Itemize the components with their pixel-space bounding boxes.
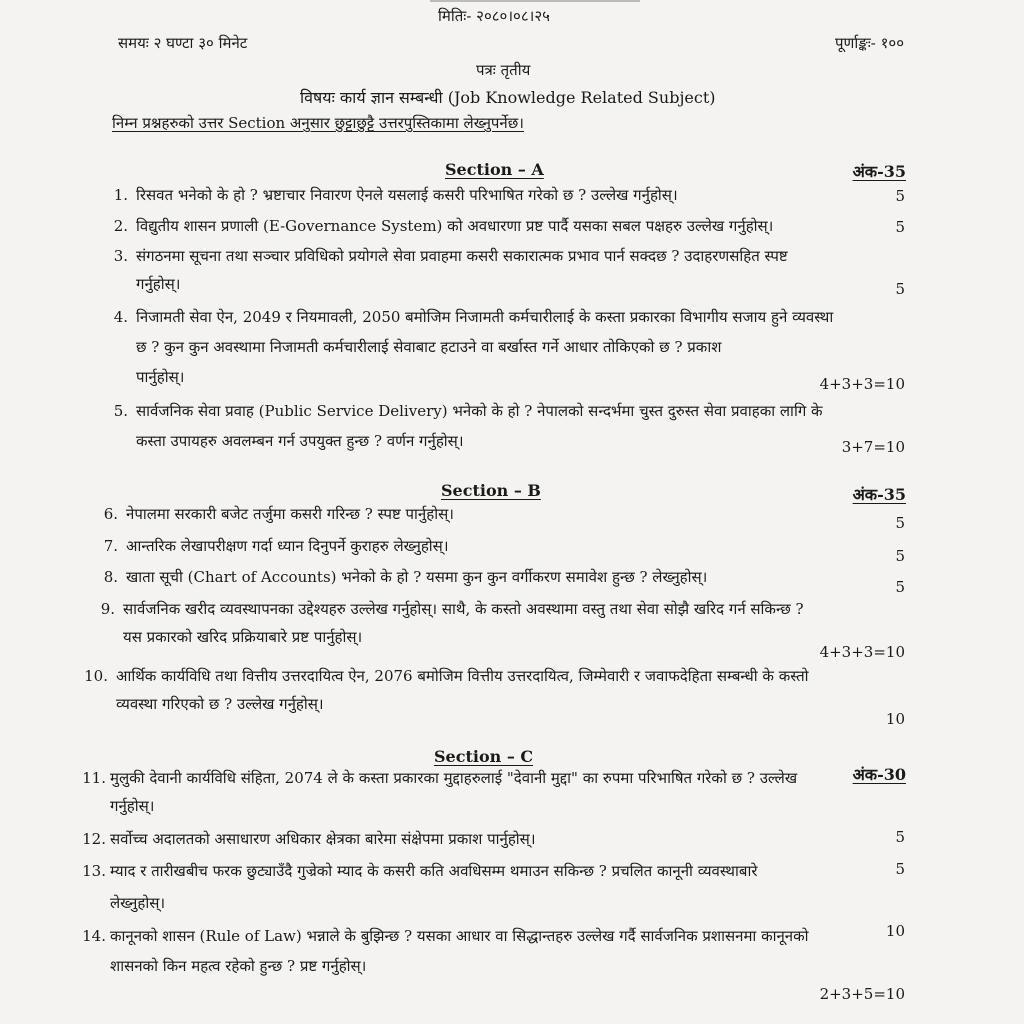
section-a-title: Section – A xyxy=(445,160,544,179)
question-14-marks: 2+3+5=10 xyxy=(819,985,905,1003)
section-c-marks: अंक-30 xyxy=(852,765,906,784)
exam-time: समयः २ घण्टा ३० मिनेट xyxy=(118,34,248,52)
cropped-top-line xyxy=(430,0,640,2)
question-5-marks: 3+7=10 xyxy=(841,438,905,456)
section-b-marks: अंक-35 xyxy=(852,485,906,504)
question-2-marks: 5 xyxy=(895,218,905,236)
question-9-marks: 4+3+3=10 xyxy=(819,643,905,661)
section-b-title: Section – B xyxy=(441,481,541,500)
section-a-marks: अंक-35 xyxy=(852,162,906,181)
question-4-marks: 4+3+3=10 xyxy=(819,375,905,393)
question-3-marks: 5 xyxy=(895,280,905,298)
section-c-title: Section – C xyxy=(434,747,534,766)
question-12-marks: 5 xyxy=(895,860,905,878)
question-1-marks: 5 xyxy=(895,187,905,205)
question-8-marks: 5 xyxy=(895,578,905,596)
exam-date: मितिः- २०८०।०८।२५ xyxy=(438,7,550,25)
paper-number: पत्रः तृतीय xyxy=(476,61,531,79)
question-13-marks: 10 xyxy=(885,922,905,940)
instruction-line: निम्न प्रश्नहरुको उत्तर Section अनुसार छुट्टाछुट्टै उत्तरपुस्तिकामा लेख्नुपर्नेछ। xyxy=(112,114,524,132)
question-7-marks: 5 xyxy=(895,547,905,565)
full-marks: पूर्णाङ्कः- १०० xyxy=(834,34,904,52)
subject-line: विषयः कार्य ज्ञान सम्बन्धी (Job Knowledge Related Subject) xyxy=(300,88,716,107)
question-6-marks: 5 xyxy=(895,514,905,532)
question-10-marks: 10 xyxy=(885,710,905,728)
question-11-marks: 5 xyxy=(895,828,905,846)
exam-page: मितिः- २०८०।०८।२५ समयः २ घण्टा ३० मिनेट पूर्णाङ्कः- १०० पत्रः तृतीय विषयः कार्य ज्ञान सम्बन्धी (Job Knowledge Related Subject) निम्न प्रश्नहरुको उत्तर Section अनुसार छुट्टाछुट्टै उत्तरपुस्तिकामा लेख्नुपर्नेछ। Section – A अंक-35 1. रिसवत भनेको के हो ? भ्रष्टाचार निवारण ऐनले यसलाई कसरी परिभाषित गरेको छ ? उल्लेख गर्नुहोस्। 5 2. विद्युतीय शासन प्रणाली (E-Governance System) को अवधारणा प्रष्ट पार्दै यसका सबल पक्षहरु उल्लेख गर्नुहोस्। 5 3. संगठनमा सूचना तथा सञ्चार प्रविधिको प्रयोगले सेवा प्रवाहमा कसरी सकारात्मक प्रभाव पार्न सक्दछ ? उदाहरणसहित स्पष्ट गर्नुहोस्। 5 4. निजामती सेवा ऐन, 2049 र नियमावली, 2050 बमोजिम निजामती कर्मचारीलाई के कस्ता प्रकारका विभागीय सजाय हुने व्यवस्था छ ? कुन कुन अवस्थामा निजामती कर्मचारीलाई सेवाबाट हटाउने वा बर्खास्त गर्ने आधार तोकिएको छ ? प्रकाश पार्नुहोस्। 4+3+3=10 5. सार्वजनिक सेवा प्रवाह (Public Service Delivery) भनेको के हो ? नेपालको सन्दर्भमा चुस्त दुरुस्त सेवा प्रवाहका लागि के कस्ता उपायहरु अवलम्बन गर्न उपयुक्त हुन्छ ? वर्णन गर्नुहोस्। 3+7=10 Section – B अंक-35 6. नेपालमा सरकारी बजेट तर्जुमा कसरी गरिन्छ ? स्पष्ट पार्नुहोस्। 5 7. आन्तरिक लेखापरीक्षण गर्दा ध्यान दिनुपर्ने कुराहरु लेख्नुहोस्। 5 8. खाता सूची (Chart of Accounts) भनेको के हो ? यसमा कुन कुन वर्गीकरण समावेश हुन्छ ? लेख्नुहोस्। 5 9. सार्वजनिक खरीद व्यवस्थापनका उद्देश्यहरु उल्लेख गर्नुहोस्। साथै, के कस्तो अवस्थामा वस्तु तथा सेवा सोझै खरिद गर्न सकिन्छ ? यस प्रकारको खरिद प्रक्रियाबारे प्रष्ट पार्नुहोस्। 4+3+3=10 10. आर्थिक कार्यविधि तथा वित्तीय उत्तरदायित्व ऐन, 2076 बमोजिम वित्तीय उत्तरदायित्व, जिम्मेवारी र जवाफदेहिता सम्बन्धी के कस्तो व्यवस्था गरिएको छ ? उल्लेख गर्नुहोस्। 10 Section – C अंक-30 11. मुलुकी देवानी कार्यविधि संहिता, 2074 ले के कस्ता प्रकारका मुद्दाहरुलाई "देवानी मुद्दा" का रुपमा परिभाषित गरेको छ ? उल्लेख गर्नुहोस्। 5 12. सर्वोच्च अदालतको असाधारण अधिकार क्षेत्रका बारेमा संक्षेपमा प्रकाश पार्नुहोस्। 5 13. म्याद र तारीखबीच फरक छुट्याउँदै गुज्रेको म्याद के कसरी कति अवधिसम्म थमाउन सकिन्छ ? प्रचलित कानूनी व्यवस्थाबारे लेख्नुहोस्। 10 14. कानूनको शासन (Rule of Law) भन्नाले के बुझिन्छ ? यसका आधार वा सिद्धान्तहरु उल्लेख गर्दै सार्वजनिक प्रशासनमा कानूनको शासनको किन महत्व रहेको हुन्छ ? प्रष्ट गर्नुहोस्। 2+3+5=10 xyxy=(0,0,1024,1024)
